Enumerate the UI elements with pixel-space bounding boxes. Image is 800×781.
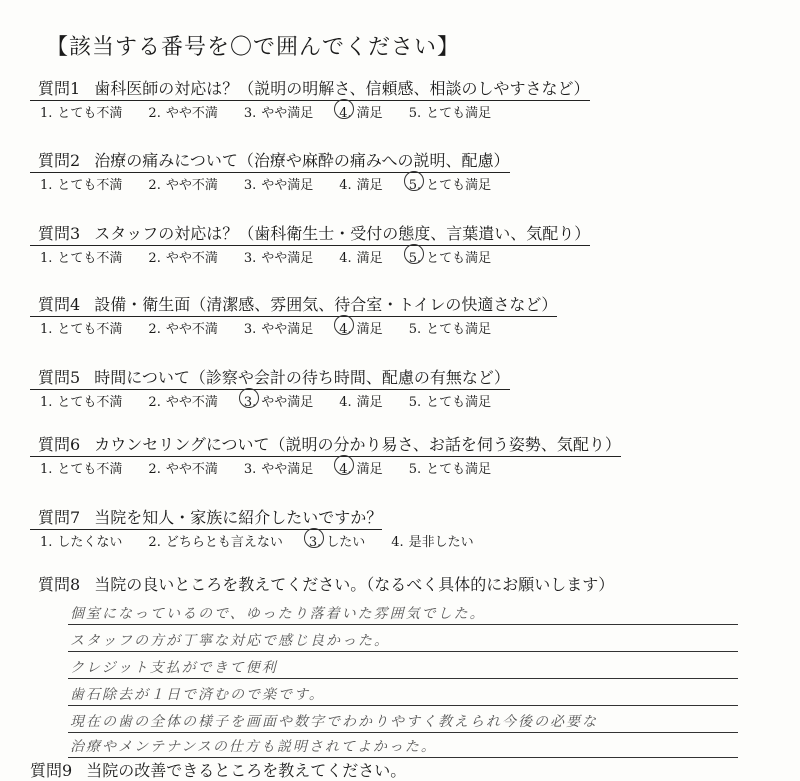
handwritten-answer-line: 現在の歯の全体の様子を画面や数字でわかりやすく教えられ今後の必要な: [70, 714, 598, 730]
option-label: 満足: [356, 395, 383, 410]
option-label: とても満足: [426, 322, 492, 337]
option-number: 4.: [339, 178, 352, 193]
option-label: やや満足: [261, 322, 314, 337]
option-number: 3.: [243, 251, 257, 266]
answer-rule: [68, 705, 738, 706]
option-number: 2.: [148, 178, 161, 193]
answer-option-4[interactable]: [339, 318, 382, 337]
answer-option-1[interactable]: [40, 318, 122, 337]
option-number: 2.: [148, 395, 161, 410]
option-number: 5.: [408, 251, 422, 266]
option-number: 3.: [243, 462, 257, 477]
option-label: とても満足: [426, 251, 492, 266]
option-label: やや不満: [165, 251, 218, 266]
option-label: とても不満: [57, 322, 123, 337]
option-number: 4.: [339, 322, 352, 337]
option-number: 2.: [148, 106, 161, 121]
question-text: 歯科医師の対応は？（説明の明解さ、信頼感、相談のしやすさなど）: [94, 79, 590, 98]
answer-rule: [68, 732, 738, 733]
answer-option-5[interactable]: [409, 318, 491, 337]
option-label: とても不満: [57, 395, 123, 410]
option-number: 2.: [148, 535, 161, 550]
option-number: 3.: [243, 178, 257, 193]
answer-option-3[interactable]: [244, 102, 313, 121]
question-9-heading: [30, 758, 790, 781]
option-label: 是非したい: [408, 535, 474, 550]
answer-option-1[interactable]: [40, 531, 122, 550]
answer-option-1[interactable]: [40, 247, 122, 266]
answer-option-2[interactable]: [148, 318, 217, 337]
answer-options: [30, 531, 790, 550]
option-number: 1.: [40, 535, 53, 550]
option-number: 1.: [40, 462, 53, 477]
option-number: 4.: [339, 462, 352, 477]
option-label: やや不満: [165, 395, 218, 410]
instruction-title: 【該当する番号を〇で囲んでください】: [46, 35, 461, 60]
option-label: とても満足: [426, 178, 492, 193]
question-heading: [30, 365, 510, 390]
question-heading: [30, 432, 621, 457]
answer-options: [30, 247, 790, 266]
option-label: とても満足: [426, 395, 492, 410]
option-label: やや不満: [165, 462, 218, 477]
option-label: 満足: [356, 462, 383, 477]
option-number: 4.: [339, 251, 352, 266]
question-7: [30, 505, 790, 550]
option-number: 5.: [408, 106, 422, 121]
option-label: 満足: [356, 322, 383, 337]
answer-option-2[interactable]: [148, 531, 282, 550]
answer-option-2[interactable]: [148, 102, 217, 121]
question-number: 質問1: [38, 79, 81, 98]
answer-option-4[interactable]: [339, 458, 382, 477]
answer-rule: [68, 624, 738, 625]
handwritten-answer-line: 歯石除去が１日で済むので楽です。: [70, 687, 325, 703]
option-number: 3.: [308, 535, 322, 550]
answer-options: [30, 458, 790, 477]
handwritten-answer-line: クレジット支払ができて便利: [70, 660, 278, 676]
option-label: 満足: [356, 251, 383, 266]
option-number: 1.: [40, 178, 53, 193]
option-label: とても不満: [57, 178, 123, 193]
answer-option-4[interactable]: [339, 174, 382, 193]
option-label: とても不満: [57, 462, 123, 477]
question-number: 質問9: [30, 761, 73, 780]
question-text: 時間について（診察や会計の待ち時間、配慮の有無など）: [94, 368, 510, 387]
answer-option-5[interactable]: [409, 391, 491, 410]
answer-option-2[interactable]: [148, 174, 217, 193]
answer-option-5[interactable]: [409, 174, 491, 193]
option-number: 1.: [40, 106, 53, 121]
answer-option-5[interactable]: [409, 247, 491, 266]
question-text: カウンセリングについて（説明の分かり易さ、お話を伺う姿勢、気配り）: [94, 435, 621, 454]
option-label: どちらとも言えない: [165, 535, 283, 550]
question-number: 質問7: [38, 508, 81, 527]
option-number: 5.: [408, 322, 422, 337]
option-label: やや満足: [261, 395, 314, 410]
option-label: やや不満: [165, 178, 218, 193]
answer-option-3[interactable]: [309, 531, 365, 550]
option-label: やや満足: [261, 178, 314, 193]
question-5: [30, 365, 790, 410]
answer-option-1[interactable]: [40, 174, 122, 193]
handwritten-answer-line: スタッフの方が丁寧な対応で感じ良かった。: [70, 633, 390, 649]
option-number: 1.: [40, 395, 53, 410]
answer-option-3[interactable]: [244, 247, 313, 266]
question-number: 質問2: [38, 151, 81, 170]
question-1: [30, 76, 790, 121]
option-number: 4.: [339, 395, 352, 410]
answer-option-5[interactable]: [409, 102, 491, 121]
option-label: やや不満: [165, 106, 218, 121]
question-4: [30, 292, 790, 337]
option-number: 2.: [148, 462, 161, 477]
answer-option-4[interactable]: [339, 247, 382, 266]
option-label: 満足: [356, 178, 383, 193]
answer-option-3[interactable]: [244, 458, 313, 477]
option-number: 5.: [408, 395, 422, 410]
option-number: 5.: [408, 178, 422, 193]
option-label: したい: [326, 535, 366, 550]
question-text: 当院の改善できるところを教えてください。: [86, 761, 407, 780]
option-label: とても満足: [426, 462, 492, 477]
answer-options: [30, 174, 790, 193]
question-number: 質問6: [38, 435, 81, 454]
option-label: とても不満: [57, 106, 123, 121]
option-number: 1.: [40, 322, 53, 337]
question-8-heading: [30, 572, 790, 595]
option-number: 1.: [40, 251, 53, 266]
question-heading: [30, 76, 590, 101]
option-label: したくない: [57, 535, 123, 550]
answer-option-2[interactable]: [148, 247, 217, 266]
option-label: やや満足: [261, 106, 314, 121]
question-text: スタッフの対応は？（歯科衛生士・受付の態度、言葉遣い、気配り）: [94, 224, 591, 243]
question-heading: [30, 292, 557, 317]
option-label: とても不満: [57, 251, 123, 266]
option-number: 2.: [148, 251, 161, 266]
option-label: とても満足: [426, 106, 492, 121]
question-text: 当院の良いところを教えてください。（なるべく具体的にお願いします）: [94, 575, 615, 594]
option-label: やや満足: [261, 251, 314, 266]
answer-option-1[interactable]: [40, 458, 122, 477]
question-2: [30, 148, 790, 193]
answer-rule: [68, 678, 738, 679]
answer-option-3[interactable]: [244, 318, 313, 337]
handwritten-answer-line: 個室になっているので、ゆったり落着いた雰囲気でした。: [70, 606, 486, 622]
answer-option-3[interactable]: [244, 391, 313, 410]
question-text: 治療の痛みについて（治療や麻酔の痛みへの説明、配慮）: [94, 151, 510, 170]
option-number: 3.: [243, 106, 257, 121]
answer-options: [30, 391, 790, 410]
option-number: 4.: [391, 535, 404, 550]
option-label: やや満足: [261, 462, 314, 477]
option-number: 2.: [148, 322, 161, 337]
option-label: やや不満: [165, 322, 218, 337]
option-number: 3.: [243, 395, 257, 410]
answer-option-4[interactable]: [339, 391, 382, 410]
option-number: 4.: [339, 106, 352, 121]
answer-option-2[interactable]: [148, 391, 217, 410]
question-text: 設備・衛生面（清潔感、雰囲気、待合室・トイレの快適さなど）: [94, 295, 558, 314]
handwritten-answer-line: 治療やメンテナンスの仕方も説明されてよかった。: [70, 739, 437, 755]
answer-option-1[interactable]: [40, 102, 122, 121]
option-number: 3.: [243, 322, 257, 337]
option-label: 満足: [356, 106, 383, 121]
answer-option-1[interactable]: [40, 391, 122, 410]
answer-option-5[interactable]: [409, 458, 491, 477]
question-heading: [30, 148, 510, 173]
question-text: 当院を知人・家族に紹介したいですか？: [94, 508, 383, 527]
answer-options: [30, 318, 790, 337]
answer-rule: [68, 651, 738, 652]
question-number: 質問3: [38, 224, 81, 243]
question-heading: [30, 221, 590, 246]
answer-options: [30, 102, 790, 121]
question-3: [30, 221, 790, 266]
answer-option-3[interactable]: [244, 174, 313, 193]
question-6: [30, 432, 790, 477]
answer-option-4[interactable]: [391, 531, 473, 550]
question-number: 質問8: [38, 575, 81, 594]
question-heading: [30, 505, 382, 530]
question-number: 質問4: [38, 295, 81, 314]
answer-option-2[interactable]: [148, 458, 217, 477]
answer-option-4[interactable]: [339, 102, 382, 121]
option-number: 5.: [408, 462, 422, 477]
question-number: 質問5: [38, 368, 81, 387]
